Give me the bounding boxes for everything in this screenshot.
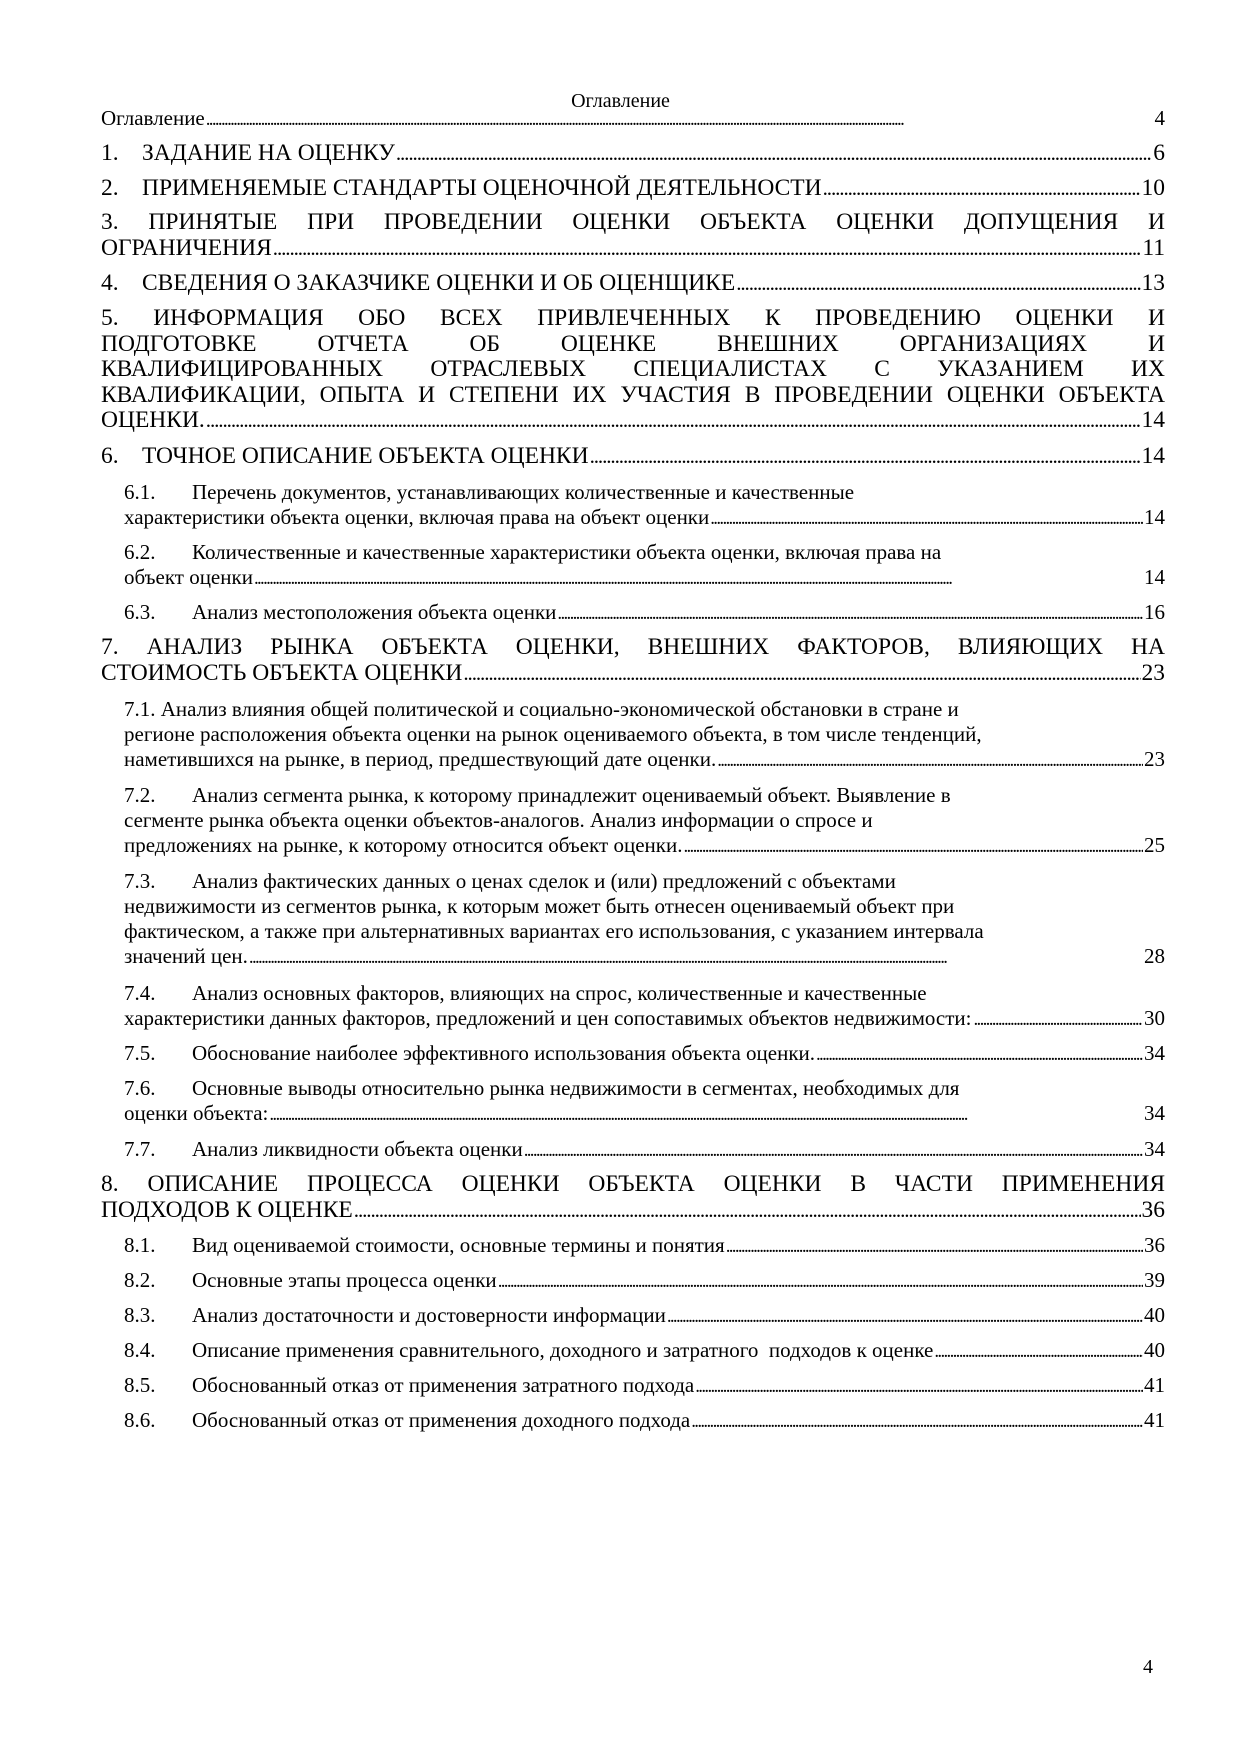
toc-entry-section-8-5[interactable] xyxy=(124,1375,1165,1397)
toc-entry-number: 2. xyxy=(101,175,119,201)
dot-leader xyxy=(524,1139,1143,1161)
dot-leader xyxy=(974,1008,1143,1030)
toc-page-number: 41 xyxy=(1144,1408,1165,1432)
dot-leader xyxy=(695,1375,1143,1397)
toc-entry-title-line: Перечень документов, устанавливающих количественные и качественные xyxy=(192,480,855,504)
toc-entry-title-line: сегменте рынка объекта оценки объектов-аналогов. Анализ информации о спросе и xyxy=(124,808,873,832)
toc-entry-section-6-3[interactable] xyxy=(124,602,1165,624)
toc-entry-title-line: ОГРАНИЧЕНИЯ xyxy=(101,235,272,261)
dot-leader xyxy=(736,272,1140,296)
toc-entry-title-line: предложениях на рынке, к которому относится объект оценки. xyxy=(124,833,683,857)
toc-page-number: 13 xyxy=(1141,270,1165,296)
toc-entry-title-line: 8. ОПИСАНИЕ ПРОЦЕССА ОЦЕНКИ ОБЪЕКТА ОЦЕНКИ В ЧАСТИ ПРИМЕНЕНИЯ xyxy=(101,1171,1165,1197)
toc-entry-title: Анализ ликвидности объекта оценки xyxy=(192,1137,523,1161)
toc-page-number: 23 xyxy=(1141,660,1165,686)
toc-entry-title-line: характеристики данных факторов, предложений и цен сопоставимых объектов недвижимости: xyxy=(124,1006,972,1030)
page-heading: Оглавление xyxy=(571,90,670,112)
toc-page-number: 16 xyxy=(1144,600,1165,624)
dot-leader xyxy=(683,835,1143,857)
toc-entry-number: 6. xyxy=(101,443,119,469)
toc-entry-section-8-1[interactable] xyxy=(124,1235,1165,1257)
toc-entry-title-line: наметившихся на рынке, в период, предшествующий дате оценки. xyxy=(124,747,717,771)
toc-page-number: 28 xyxy=(1144,944,1165,968)
toc-page-number: 14 xyxy=(1141,443,1165,469)
toc-page-number: 39 xyxy=(1144,1268,1165,1292)
toc-entry-number: 7.4. xyxy=(124,981,156,1005)
toc-entry-section-7-5[interactable] xyxy=(124,1043,1165,1065)
toc-entry-title-line: характеристики объекта оценки, включая права на объект оценки xyxy=(124,505,710,529)
dot-leader xyxy=(934,1340,1143,1362)
dot-leader xyxy=(269,1103,1143,1125)
toc-entry-title-line: Анализ фактических данных о ценах сделок и (или) предложений с объектами xyxy=(192,869,896,893)
toc-page-number: 34 xyxy=(1144,1137,1165,1161)
toc-entry-title-line: СТОИМОСТЬ ОБЪЕКТА ОЦЕНКИ xyxy=(101,660,463,686)
toc-page-number: 40 xyxy=(1144,1338,1165,1362)
dot-leader xyxy=(206,409,1141,433)
toc-entry-section-8-4[interactable] xyxy=(124,1340,1165,1362)
toc-entry-contents[interactable] xyxy=(101,108,1165,130)
toc-page-number: 36 xyxy=(1141,1197,1165,1223)
dot-leader xyxy=(717,749,1143,771)
toc-entry-title-line: регионе расположения объекта оценки на рынок оцениваемого объекта, в том числе тенденций, xyxy=(124,722,982,746)
toc-entry-title-line: ПОДХОДОВ К ОЦЕНКЕ xyxy=(101,1197,353,1223)
toc-entry-section-1[interactable] xyxy=(101,142,1165,166)
toc-entry-number: 8.1. xyxy=(124,1233,156,1257)
toc-entry-number: 7.5. xyxy=(124,1041,156,1065)
toc-entry-title-line: КВАЛИФИКАЦИИ, ОПЫТА И СТЕПЕНИ ИХ УЧАСТИЯ В ПРОВЕДЕНИИ ОЦЕНКИ ОБЪЕКТА xyxy=(101,382,1165,408)
dot-leader xyxy=(590,445,1141,469)
toc-entry-title-line: объект оценки xyxy=(124,565,253,589)
toc-entry-number: 7.3. xyxy=(124,869,156,893)
dot-leader xyxy=(691,1410,1143,1432)
toc-entry-number: 8.6. xyxy=(124,1408,156,1432)
dot-leader xyxy=(254,567,1143,589)
toc-page-number: 6 xyxy=(1153,140,1165,166)
toc-entry-title: ТОЧНОЕ ОПИСАНИЕ ОБЪЕКТА ОЦЕНКИ xyxy=(142,443,589,469)
toc-entry-section-7-7[interactable] xyxy=(124,1139,1165,1161)
toc-page-number: 41 xyxy=(1144,1373,1165,1397)
toc-entry-number: 8.2. xyxy=(124,1268,156,1292)
toc-page-number: 10 xyxy=(1141,175,1165,201)
toc-page-number: 4 xyxy=(1154,106,1165,130)
dot-leader xyxy=(726,1235,1143,1257)
toc-entry-section-8-6[interactable] xyxy=(124,1410,1165,1432)
toc-entry-title: ПРИМЕНЯЕМЫЕ СТАНДАРТЫ ОЦЕНОЧНОЙ ДЕЯТЕЛЬНОСТИ xyxy=(142,175,822,201)
toc-entry-number: 7.7. xyxy=(124,1137,156,1161)
dot-leader xyxy=(667,1305,1143,1327)
dot-leader xyxy=(354,1199,1141,1223)
toc-entry-title-line: Количественные и качественные характеристики объекта оценки, включая права на xyxy=(192,540,942,564)
toc-entry-number: 6.1. xyxy=(124,480,156,504)
toc-entry-number: 8.3. xyxy=(124,1303,156,1327)
toc-entry-section-8-3[interactable] xyxy=(124,1305,1165,1327)
toc-entry-title-line: Анализ основных факторов, влияющих на спрос, количественные и качественные xyxy=(192,981,927,1005)
toc-entry-title: Анализ местоположения объекта оценки xyxy=(192,600,557,624)
toc-entry-title: Обоснование наиболее эффективного использования объекта оценки. xyxy=(192,1041,816,1065)
dot-leader xyxy=(396,142,1152,166)
toc-page-number: 14 xyxy=(1144,505,1165,529)
toc-entry-title-line: 5. ИНФОРМАЦИЯ ОБО ВСЕХ ПРИВЛЕЧЕННЫХ К ПРОВЕДЕНИЮ ОЦЕНКИ И xyxy=(101,305,1165,331)
toc-entry-title: Вид оцениваемой стоимости, основные термины и понятия xyxy=(192,1233,725,1257)
toc-entry-title-line: 7. АНАЛИЗ РЫНКА ОБЪЕКТА ОЦЕНКИ, ВНЕШНИХ ФАКТОРОВ, ВЛИЯЮЩИХ НА xyxy=(101,634,1165,660)
toc-page-number: 11 xyxy=(1142,235,1165,261)
toc-entry-title-line: недвижимости из сегментов рынка, к которым может быть отнесен оцениваемый объект при xyxy=(124,894,955,918)
toc-page-number: 25 xyxy=(1144,833,1165,857)
toc-entry-title-line: оценки объекта: xyxy=(124,1101,269,1125)
dot-leader xyxy=(206,108,1154,130)
toc-entry-title: Обоснованный отказ от применения затратного подхода xyxy=(192,1373,695,1397)
toc-entry-number: 7.2. xyxy=(124,783,156,807)
dot-leader xyxy=(463,662,1140,686)
toc-page-number: 36 xyxy=(1144,1233,1165,1257)
toc-entry-title-line: значений цен. xyxy=(124,944,248,968)
toc-page-number: 23 xyxy=(1144,747,1165,771)
toc-entry-title: Анализ достаточности и достоверности информации xyxy=(192,1303,666,1327)
toc-entry-title: Основные этапы процесса оценки xyxy=(192,1268,497,1292)
dot-leader xyxy=(249,946,1143,968)
toc-page-number: 14 xyxy=(1144,565,1165,589)
toc-entry-number: 7.6. xyxy=(124,1076,156,1100)
toc-entry-section-8-2[interactable] xyxy=(124,1270,1165,1292)
toc-entry-section-6[interactable] xyxy=(101,445,1165,469)
toc-entry-number: 8.5. xyxy=(124,1373,156,1397)
toc-page-number: 34 xyxy=(1144,1101,1165,1125)
toc-page-number: 34 xyxy=(1144,1041,1165,1065)
toc-entry-section-2[interactable] xyxy=(101,177,1165,201)
toc-entry-title-line: Анализ сегмента рынка, к которому принадлежит оцениваемый объект. Выявление в xyxy=(192,783,951,807)
dot-leader xyxy=(498,1270,1143,1292)
dot-leader xyxy=(557,602,1143,624)
toc-entry-number: 6.2. xyxy=(124,540,156,564)
toc-entry-title-line: Основные выводы относительно рынка недвижимости в сегментах, необходимых для xyxy=(192,1076,960,1100)
toc-entry-number: 1. xyxy=(101,140,119,166)
toc-entry-title-line: ОЦЕНКИ. xyxy=(101,407,205,433)
toc-page-number: 40 xyxy=(1144,1303,1165,1327)
toc-entry-title-line: ПОДГОТОВКЕ ОТЧЕТА ОБ ОЦЕНКЕ ВНЕШНИХ ОРГАНИЗАЦИЯХ И xyxy=(101,331,1165,357)
dot-leader xyxy=(273,237,1142,261)
toc-page-number: 14 xyxy=(1141,407,1165,433)
dot-leader xyxy=(710,507,1143,529)
toc-entry-number: 4. xyxy=(101,270,119,296)
toc-entry-title: Обоснованный отказ от применения доходного подхода xyxy=(192,1408,691,1432)
toc-entry-title: Оглавление xyxy=(101,106,205,130)
toc-entry-title-line: 7.1. Анализ влияния общей политической и социально-экономической обстановки в стране и xyxy=(124,697,959,721)
dot-leader xyxy=(823,177,1141,201)
dot-leader xyxy=(816,1043,1143,1065)
toc-page-number: 30 xyxy=(1144,1006,1165,1030)
toc-entry-title-line: КВАЛИФИЦИРОВАННЫХ ОТРАСЛЕВЫХ СПЕЦИАЛИСТАХ С УКАЗАНИЕМ ИХ xyxy=(101,356,1165,382)
toc-entry-title: ЗАДАНИЕ НА ОЦЕНКУ xyxy=(142,140,395,166)
page-number: 4 xyxy=(1143,1656,1153,1678)
toc-entry-title-line: фактическом, а также при альтернативных вариантах его использования, с указанием интервала xyxy=(124,919,984,943)
toc-entry-section-4[interactable] xyxy=(101,272,1165,296)
toc-entry-number: 6.3. xyxy=(124,600,156,624)
toc-entry-title: СВЕДЕНИЯ О ЗАКАЗЧИКЕ ОЦЕНКИ И ОБ ОЦЕНЩИКЕ xyxy=(142,270,736,296)
toc-entry-number: 8.4. xyxy=(124,1338,156,1362)
toc-entry-title: Описание применения сравнительного, доходного и затратного подходов к оценке xyxy=(192,1338,934,1362)
toc-entry-title-line: 3. ПРИНЯТЫЕ ПРИ ПРОВЕДЕНИИ ОЦЕНКИ ОБЪЕКТА ОЦЕНКИ ДОПУЩЕНИЯ И xyxy=(101,209,1165,235)
